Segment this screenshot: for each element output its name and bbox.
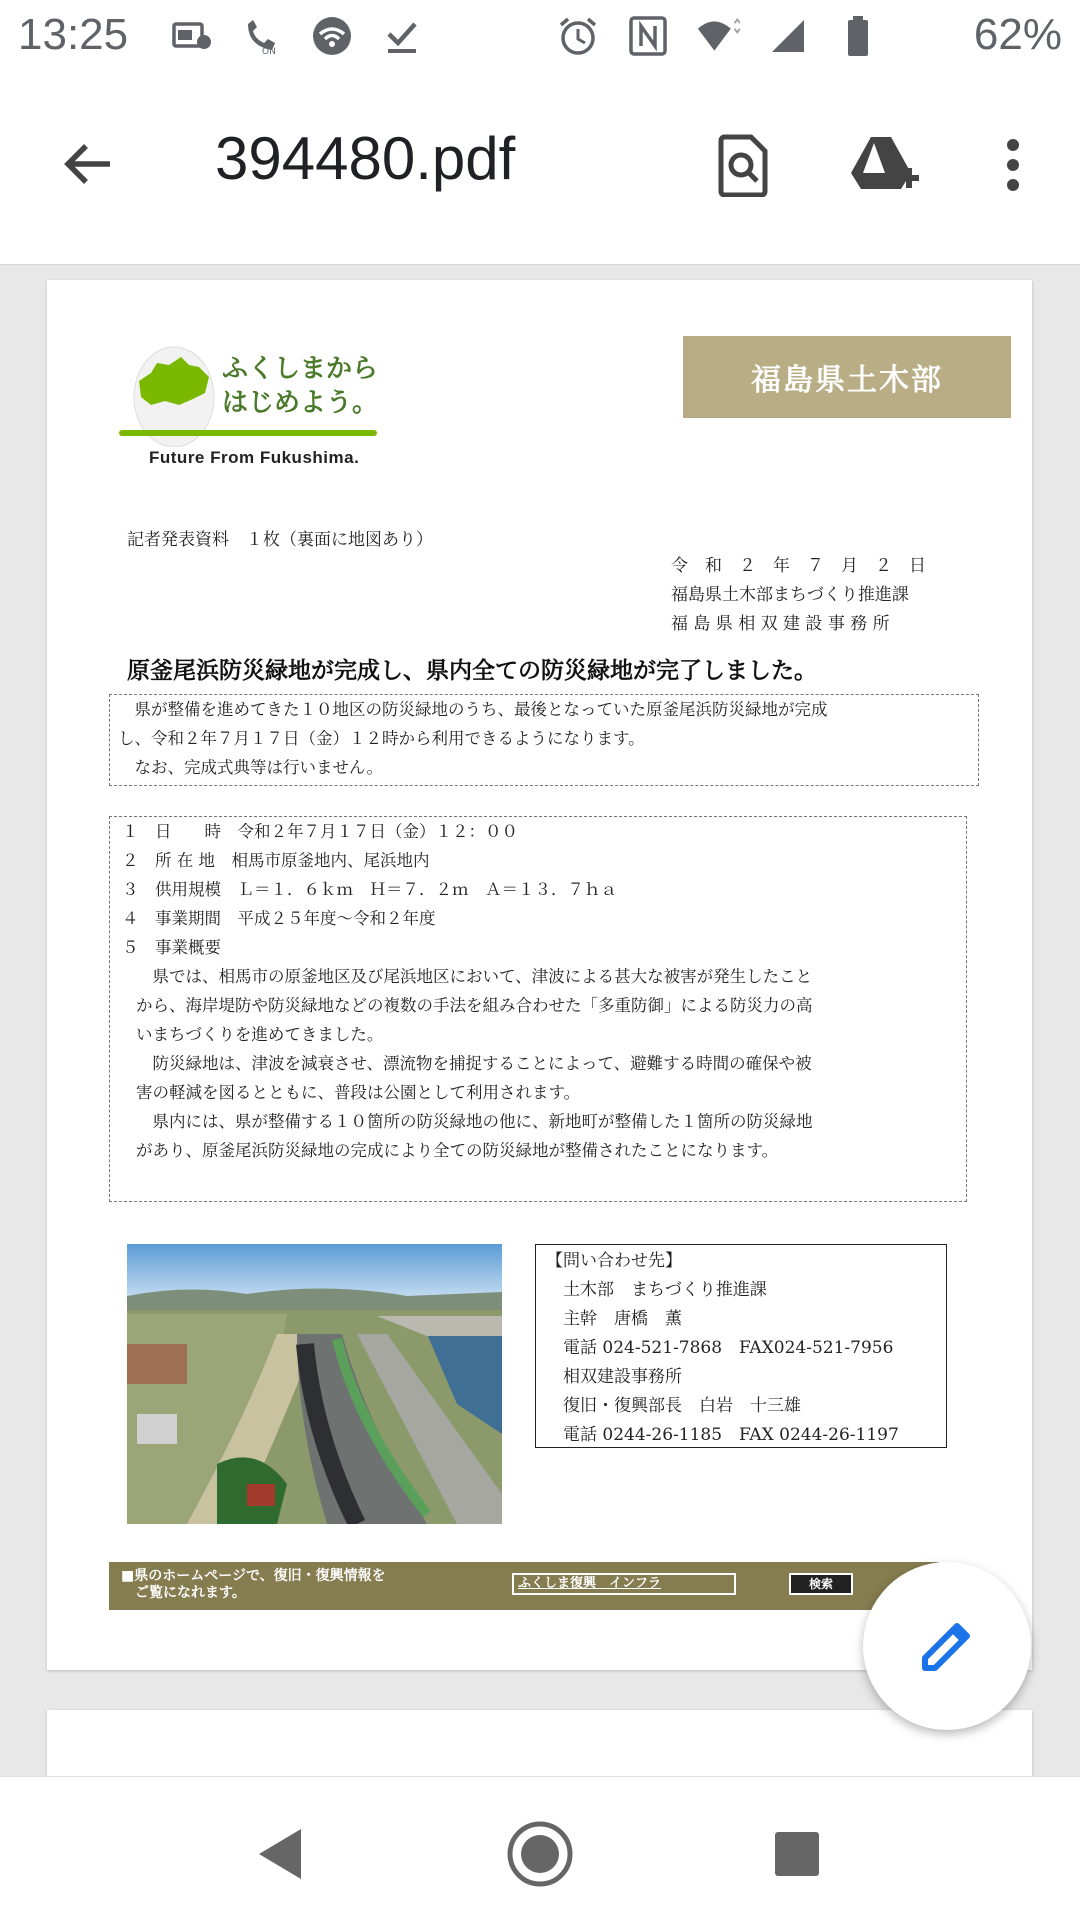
- signal-icon: [766, 14, 810, 58]
- detail-line: ４ 事業期間 平成２５年度～令和２年度: [122, 909, 436, 928]
- more-options-button[interactable]: [968, 120, 1058, 210]
- overview-line: いまちづくりを進めてきました。: [136, 1025, 384, 1044]
- summary-line: なお、完成式典等は行いません。: [118, 758, 383, 777]
- svg-text:ON: ON: [262, 47, 276, 56]
- date-line: 令 和 ２ 年 ７ 月 ２ 日: [671, 556, 926, 576]
- detail-line: １ 日 時 令和２年７月１７日（金）１２：００: [122, 822, 518, 841]
- save-to-drive-button[interactable]: [840, 120, 930, 210]
- back-arrow-icon: [62, 138, 114, 190]
- headline: 原釜尾浜防災緑地が完成し、県内全ての防災緑地が完了しました。: [127, 658, 817, 684]
- contact-line: 復旧・復興部長 白岩 十三雄: [546, 1396, 801, 1416]
- overview-line: から、海岸堤防や防災緑地などの複数の手法を組み合わせた「多重防御」による防災力の高: [136, 996, 813, 1015]
- contact-line: 電話 0244-26-1185 FAX 0244-26-1197: [546, 1425, 899, 1445]
- date-block: [671, 552, 926, 639]
- contact-box: [535, 1244, 947, 1448]
- details-box: [109, 816, 967, 1202]
- logo-underline: [119, 430, 377, 436]
- battery-percent: 62%: [973, 10, 1062, 59]
- system-nav-bar: [0, 1776, 1080, 1921]
- nav-back-icon: [255, 1827, 305, 1881]
- overview-line: 防災緑地は、津波を減衰させ、漂流物を捕捉することによって、避難する時間の確保や被: [136, 1054, 812, 1073]
- nav-home-icon: [504, 1818, 576, 1890]
- download-done-icon: [380, 14, 424, 58]
- nfc-icon: [626, 14, 670, 58]
- detail-line: ５ 事業概要: [122, 938, 221, 957]
- banner-search-box: ふくしま復興 インフラ: [512, 1573, 736, 1595]
- nfc-call-icon: [240, 14, 284, 58]
- aerial-photo: [127, 1244, 502, 1524]
- detail-line: ２ 所 在 地 相馬市原釜地内、尾浜地内: [122, 851, 430, 870]
- summary-box: [109, 694, 979, 786]
- alarm-icon: [556, 14, 600, 58]
- app-bar: [0, 76, 1080, 265]
- more-vert-icon: [1003, 137, 1023, 193]
- location-icon: [310, 14, 354, 58]
- wifi-icon: [696, 14, 740, 58]
- battery-icon: [836, 14, 880, 58]
- summary-line: 県が整備を進めてきた１０地区の防災緑地のうち、最後となっていた原釜尾浜防災緑地が完成: [118, 700, 828, 719]
- contact-line: 電話 024-521-7868 FAX024-521-7956: [546, 1338, 894, 1358]
- nav-recents-icon: [773, 1830, 821, 1878]
- contact-line: 相双建設事務所: [546, 1367, 682, 1387]
- nav-home-button[interactable]: [495, 1809, 585, 1899]
- status-time: 13:25: [18, 10, 129, 59]
- banner-line-2: ご覧になれます。: [121, 1585, 246, 1601]
- find-in-page-icon: [715, 133, 771, 197]
- logo-line-1: ふくしまから: [222, 354, 379, 384]
- banner-search-button: 検索: [789, 1573, 853, 1595]
- search-in-document-button[interactable]: [698, 120, 788, 210]
- department-badge: 福島県土木部: [683, 336, 1011, 418]
- nav-recents-button[interactable]: [752, 1809, 842, 1899]
- drive-add-icon: [849, 133, 921, 197]
- homepage-banner: [109, 1562, 939, 1610]
- contact-heading: 【問い合わせ先】: [546, 1251, 682, 1271]
- logo-text: [222, 352, 378, 420]
- issuer-line: 福 島 県 相 双 建 設 事 務 所: [671, 614, 890, 634]
- logo-tagline: Future From Fukushima.: [149, 448, 360, 467]
- overview-line: があり、原釜尾浜防災緑地の完成により全ての防災緑地が整備されたことになります。: [136, 1141, 779, 1160]
- overview-line: 県内には、県が整備する１０箇所の防災緑地の他に、新地町が整備した１箇所の防災緑地: [136, 1112, 813, 1131]
- summary-line: し、令和２年７月１７日（金）１２時から利用できるようになります。: [118, 729, 645, 748]
- status-bar: [0, 0, 1080, 76]
- pdf-page: [47, 280, 1032, 1670]
- edit-fab-button[interactable]: [863, 1562, 1031, 1730]
- contact-line: 主幹 唐橋 薫: [546, 1309, 682, 1329]
- issuer-line: 福島県土木部まちづくり推進課: [671, 585, 909, 605]
- document-title: 394480.pdf: [215, 125, 516, 192]
- nav-back-button[interactable]: [235, 1809, 325, 1899]
- logo-line-2: はじめよう。: [222, 388, 379, 418]
- detail-line: ３ 供用規模 Ｌ＝１．６ｋｍ Ｈ＝７．２ｍ Ａ＝１３．７ｈａ: [122, 880, 617, 899]
- overview-line: 県では、相馬市の原釜地区及び尾浜地区において、津波による甚大な被害が発生したこと: [136, 967, 813, 986]
- back-button[interactable]: [48, 124, 128, 204]
- pencil-icon: [915, 1614, 979, 1678]
- overview-line: 害の軽減を図るとともに、普段は公園として利用されます。: [136, 1083, 581, 1102]
- banner-line-1: ■県のホームページで、復旧・復興情報を: [121, 1568, 386, 1584]
- press-release-note: 記者発表資料 １枚（裏面に地図あり）: [127, 530, 433, 550]
- contact-line: 土木部 まちづくり推進課: [546, 1280, 767, 1300]
- notification-icon: [170, 14, 214, 58]
